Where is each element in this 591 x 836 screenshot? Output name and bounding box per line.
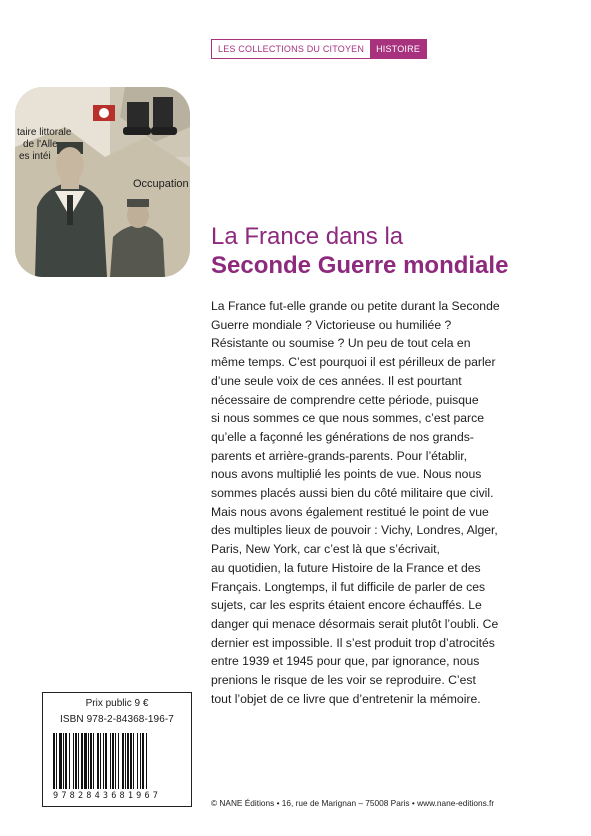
- summary-line: au quotidien, la future Histoire de la France et des: [211, 560, 481, 575]
- collage-word-occupation: Occupation: [133, 178, 189, 190]
- cover-illustration: [15, 87, 190, 277]
- title-line-1: La France dans la: [211, 223, 404, 250]
- summary-line: des multiples lieux de pouvoir : Vichy, Londres, Alger,: [211, 523, 498, 538]
- summary-line: prenions le risque de les voir se reproduire. C’est: [211, 673, 476, 688]
- collage-word-1: taire littorale: [17, 127, 72, 138]
- summary-line: si nous sommes ce que nous sommes, c’est parce: [211, 411, 484, 426]
- summary-line: Guerre mondiale ? Victorieuse ou humiliée ?: [211, 317, 452, 332]
- summary-line: entre 1939 et 1945 pour que, par ignorance, nous: [211, 654, 480, 669]
- summary-line: Résistante ou soumise ? Un peu de tout cela en: [211, 336, 471, 351]
- summary-line: Mais nous avons également restitué le point de vue: [211, 504, 489, 519]
- summary-line: Français. Longtemps, il fut difficile de parler de ces: [211, 579, 486, 594]
- summary-line: nécessaire de comprendre cette période, puisque: [211, 392, 479, 407]
- summary-line: sommes placés aussi bien du côté militaire que civil.: [211, 486, 494, 501]
- summary-line: parents et arrière-grands-parents. Pour l’établir,: [211, 448, 468, 463]
- summary-line: d’une seule voix de ces années. Il est pourtant: [211, 373, 462, 388]
- collection-banner: [211, 39, 427, 59]
- collage-text-overlay: [15, 87, 190, 277]
- title-line-2: Seconde Guerre mondiale: [211, 252, 509, 279]
- back-cover-summary: [211, 297, 571, 708]
- summary-line: dernier est impossible. Il s’est produit trop d’atrocités: [211, 635, 495, 650]
- summary-line: tout l’objet de ce livre que d’entretenir la mémoire.: [211, 691, 481, 706]
- collection-category: HISTOIRE: [370, 40, 426, 58]
- summary-line: La France fut-elle grande ou petite durant la Seconde: [211, 299, 500, 313]
- publisher-footer: © NANE Éditions • 16, rue de Marignan – 75008 Paris • www.nane-editions.fr: [211, 798, 495, 808]
- summary-line: danger qui menace désormais serait plutôt l’oubli. Ce: [211, 616, 499, 631]
- price-barcode-box: [42, 692, 192, 807]
- collection-name: LES COLLECTIONS DU CITOYEN: [212, 40, 370, 58]
- barcode-icon: [53, 733, 183, 789]
- barcode-digits: 9782843681967: [53, 791, 162, 801]
- isbn-label: ISBN 978-2-84368-196-7: [60, 714, 174, 725]
- price-label: Prix public 9 €: [85, 698, 149, 709]
- collage-word-2: de l'Alle: [23, 139, 58, 150]
- collage-word-3: es intéi: [19, 151, 51, 162]
- summary-line: qu’elle a façonné les générations de nos grands-: [211, 429, 474, 444]
- summary-line: nous avons multiplié les points de vue. Nous nous: [211, 467, 482, 482]
- summary-line: même temps. C’est pourquoi il est périlleux de parler: [211, 355, 496, 370]
- summary-line: Paris, New York, car c’est là que s’écrivait,: [211, 542, 440, 557]
- summary-line: sujets, car les esprits étaient encore échauffés. Le: [211, 598, 482, 613]
- book-title: [211, 222, 571, 280]
